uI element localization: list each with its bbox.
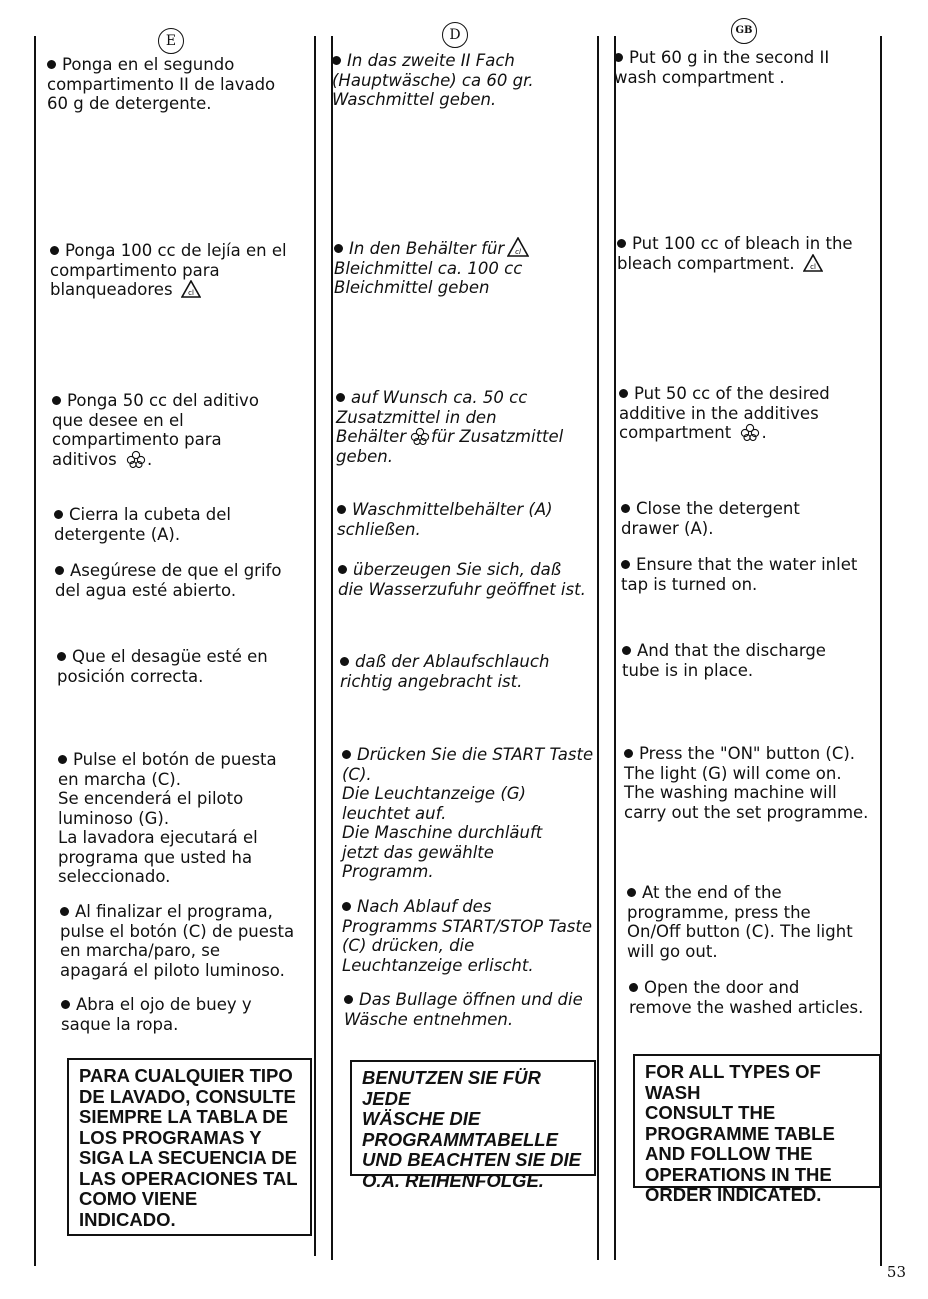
text-line: programme, press the [627, 902, 811, 922]
bullet-icon [60, 907, 69, 916]
text-line: posición correcta. [57, 666, 204, 686]
text-line: (Hauptwäsche) ca 60 gr. [332, 70, 534, 90]
bullet-icon [622, 646, 631, 655]
text-line: wash compartment . [614, 67, 785, 87]
bullet-icon [614, 53, 623, 62]
text-line: en marcha (C). [58, 769, 181, 789]
text-line: Drücken Sie die START Taste [357, 745, 594, 764]
text-line: Abra el ojo de buey y [76, 995, 252, 1014]
language-badge-es: E [158, 28, 184, 54]
text-line: Ponga 100 cc de lejía en el [65, 241, 287, 260]
es-step-unload [61, 995, 252, 1034]
text-line: Bleichmittel geben [334, 278, 490, 297]
gb-step-drain [622, 641, 826, 680]
gb-step-close-drawer [621, 499, 800, 538]
notice-line: PARA CUALQUIER TIPO [79, 1065, 293, 1086]
text-line: And that the discharge [637, 641, 826, 660]
text-line: die Wasserzufuhr geöffnet ist. [338, 579, 586, 599]
text-line: compartimento para [52, 430, 222, 449]
bullet-icon [621, 560, 630, 569]
bullet-icon [332, 56, 341, 65]
es-notice-box [67, 1058, 312, 1236]
text-line: Close the detergent [636, 499, 800, 518]
gb-step-additive [619, 384, 830, 443]
de-step-tap [338, 560, 586, 599]
notice-line: INDICADO. [79, 1208, 176, 1230]
notice-line: LAS OPERACIONES TAL [79, 1167, 298, 1189]
gb-step-detergent [614, 48, 829, 87]
notice-line: OPERATIONS IN THE [645, 1163, 832, 1185]
text-line: carry out the set programme. [624, 802, 869, 822]
text-line: überzeugen Sie sich, daß [353, 560, 562, 579]
text-line: Wäsche entnehmen. [344, 1009, 514, 1029]
page-number: 53 [886, 1263, 906, 1281]
text-line: blanqueadores [50, 280, 173, 299]
es-step-end [60, 902, 294, 980]
text-line: tube is in place. [622, 660, 754, 680]
text-line: compartment [619, 423, 732, 442]
bullet-icon [61, 1000, 70, 1009]
text-line: Die Maschine durchläuft [342, 823, 543, 842]
de-step-start [342, 745, 593, 882]
text-line: On/Off button (C). The light [627, 922, 853, 941]
bullet-icon [57, 652, 66, 661]
bullet-icon [617, 239, 626, 248]
text-line: Que el desagüe esté en [72, 647, 268, 666]
bullet-icon [336, 393, 345, 402]
notice-line: AND FOLLOW THE [645, 1143, 813, 1164]
text-line: Put 50 cc of the desired [634, 384, 830, 403]
text-line: Put 60 g in the second II [629, 48, 830, 67]
de-step-drain [340, 652, 549, 691]
bullet-icon [50, 246, 59, 255]
bleach-triangle-icon [507, 237, 529, 257]
de-notice-box [350, 1060, 596, 1191]
de-step-additive [336, 388, 563, 466]
text-line: Leuchtanzeige erlischt. [342, 955, 534, 975]
notice-line: CONSULT THE [645, 1102, 776, 1123]
text-line: Asegúrese de que el grifo [70, 561, 282, 580]
column-rule-4 [614, 36, 616, 1260]
text-line: (C). [342, 764, 372, 784]
bullet-icon [624, 749, 633, 758]
text-line: detergente (A). [54, 524, 181, 544]
text-line: programa que usted ha [58, 847, 253, 867]
text-line: tap is turned on. [621, 574, 758, 594]
language-badge-de: D [442, 22, 468, 48]
bullet-icon [337, 505, 346, 514]
text-line: für Zusatzmittel [431, 427, 564, 446]
language-badge-gb: GB [731, 18, 757, 44]
es-step-tap [55, 561, 281, 600]
bullet-icon [47, 60, 56, 69]
bullet-icon [629, 983, 638, 992]
text-line: saque la ropa. [61, 1014, 179, 1034]
text-line: 60 g de detergente. [47, 94, 212, 113]
text-line: drawer (A). [621, 518, 714, 538]
text-line: Programm. [342, 862, 434, 881]
text-line: (C) drücken, die [342, 936, 475, 955]
text-line: aditivos [52, 449, 117, 469]
text-line: In das zweite II Fach [347, 51, 515, 70]
notice-line: FOR ALL TYPES OF WASH [645, 1061, 821, 1103]
text-line: Ensure that the water inlet [636, 555, 858, 574]
text-line: en marcha/paro, se [60, 941, 220, 960]
text-line: remove the washed articles. [629, 997, 864, 1017]
text-line: Open the door and [644, 978, 800, 997]
text-line: Se encenderá el piloto [58, 789, 244, 808]
text-line: Waschmittel geben. [332, 90, 497, 109]
notice-line: ORDER INDICATED. [645, 1184, 822, 1205]
bullet-icon [342, 750, 351, 759]
svg-text:cl: cl [187, 289, 194, 297]
column-rule-3 [597, 36, 599, 1260]
text-line: The light (G) will come on. [624, 763, 842, 783]
text-line: In den Behälter für [349, 239, 505, 258]
text-line: schließen. [337, 519, 421, 539]
gb-step-unload [629, 978, 863, 1017]
notice-line: LOS PROGRAMAS Y [79, 1126, 262, 1148]
bullet-icon [334, 244, 343, 253]
es-step-start [58, 750, 277, 887]
text-line: Press the "ON" button (C). [639, 744, 856, 763]
notice-line: UND BEACHTEN SIE DIE [362, 1149, 581, 1170]
column-rule-left [34, 36, 36, 1266]
de-step-bleach [334, 237, 529, 298]
bullet-icon [52, 396, 61, 405]
flower-additive-icon [409, 427, 431, 445]
gb-step-end [627, 883, 853, 961]
es-step-close-drawer [54, 505, 231, 544]
text-line: seleccionado. [58, 867, 171, 886]
svg-text:cl: cl [515, 248, 522, 256]
es-step-additive: Ponga 50 cc del aditivo que desee en el compartimento para aditivos . [52, 391, 259, 469]
text-line: geben. [336, 446, 393, 466]
bullet-icon [621, 504, 630, 513]
text-line: richtig angebracht ist. [340, 671, 523, 691]
gb-notice-box [633, 1054, 881, 1205]
text-line: Put 100 cc of bleach in the [632, 234, 853, 253]
text-line: Behälter [336, 427, 407, 446]
column-rule-1 [314, 36, 316, 1256]
de-step-detergent [332, 51, 534, 110]
text-line: Das Bullage öffnen und die [359, 990, 583, 1009]
text-line: daß der Ablaufschlauch [355, 652, 550, 671]
text-line: Zusatzmittel in den [336, 407, 497, 427]
text-line: jetzt das gewählte [342, 842, 494, 862]
bullet-icon [342, 902, 351, 911]
bleach-triangle-icon [181, 280, 201, 298]
flower-additive-icon [125, 450, 147, 468]
gb-step-bleach [617, 234, 853, 273]
notice-line: O.A. REIHENFOLGE. [362, 1169, 544, 1191]
notice-line: BENUTZEN SIE FÜR JEDE [362, 1067, 541, 1109]
gb-step-start [624, 744, 868, 822]
text-line: will go out. [627, 941, 718, 961]
text-line: del agua esté abierto. [55, 580, 237, 600]
text-line: apagará el piloto luminoso. [60, 960, 285, 980]
text-line: que desee en el [52, 410, 184, 430]
text-line: Ponga en el segundo [62, 55, 235, 74]
notice-line: PROGRAMMTABELLE [362, 1128, 558, 1150]
bullet-icon [55, 566, 64, 575]
text-line: Die Leuchtanzeige (G) [342, 784, 526, 803]
text-line: luminoso (G). [58, 808, 170, 828]
bleach-triangle-icon [803, 254, 823, 272]
bullet-icon [338, 565, 347, 574]
text-line: additive in the additives [619, 403, 819, 423]
bullet-icon [54, 510, 63, 519]
bullet-icon [627, 888, 636, 897]
notice-line: WÄSCHE DIE [362, 1108, 481, 1129]
notice-line: DE LAVADO, CONSULTE [79, 1085, 296, 1107]
text-line: Pulse el botón de puesta [73, 750, 277, 769]
text-line: Waschmittelbehälter (A) [352, 500, 553, 519]
text-line: The washing machine will [624, 783, 837, 802]
bullet-icon [58, 755, 67, 764]
bullet-icon [344, 995, 353, 1004]
de-step-end [342, 897, 592, 975]
text-line: leuchtet auf. [342, 803, 447, 823]
text-line: Nach Ablauf des [357, 897, 492, 916]
bullet-icon [619, 389, 628, 398]
text-line: auf Wunsch ca. 50 cc [351, 388, 528, 407]
gb-step-tap [621, 555, 857, 594]
text-line: At the end of the [642, 883, 782, 902]
text-line: . [761, 423, 767, 442]
text-line: La lavadora ejecutará el [58, 828, 258, 847]
es-step-bleach [50, 241, 287, 300]
notice-line: SIEMPRE LA TABLA DE [79, 1106, 288, 1127]
svg-text:cl: cl [809, 262, 816, 271]
text-line: Cierra la cubeta del [69, 505, 232, 524]
es-step-detergent [47, 55, 275, 114]
text-line: Al finalizar el programa, [75, 902, 273, 921]
text-line: compartimento II de lavado [47, 74, 276, 94]
text-line: bleach compartment. [617, 253, 795, 273]
notice-line: SIGA LA SECUENCIA DE [79, 1147, 297, 1168]
text-line: Programms START/STOP Taste [342, 916, 593, 936]
text-line: pulse el botón (C) de puesta [60, 921, 295, 941]
es-step-drain [57, 647, 268, 686]
notice-line: COMO VIENE [79, 1188, 198, 1209]
notice-line: PROGRAMME TABLE [645, 1122, 835, 1144]
de-step-close-drawer [337, 500, 553, 539]
text-line: Bleichmittel ca. 100 cc [334, 258, 523, 278]
bullet-icon [340, 657, 349, 666]
text-line: compartimento para [50, 260, 220, 280]
de-step-unload [344, 990, 583, 1029]
text-line: Ponga 50 cc del aditivo [67, 391, 259, 410]
column-rule-2 [331, 36, 333, 1260]
flower-additive-icon [739, 423, 761, 441]
